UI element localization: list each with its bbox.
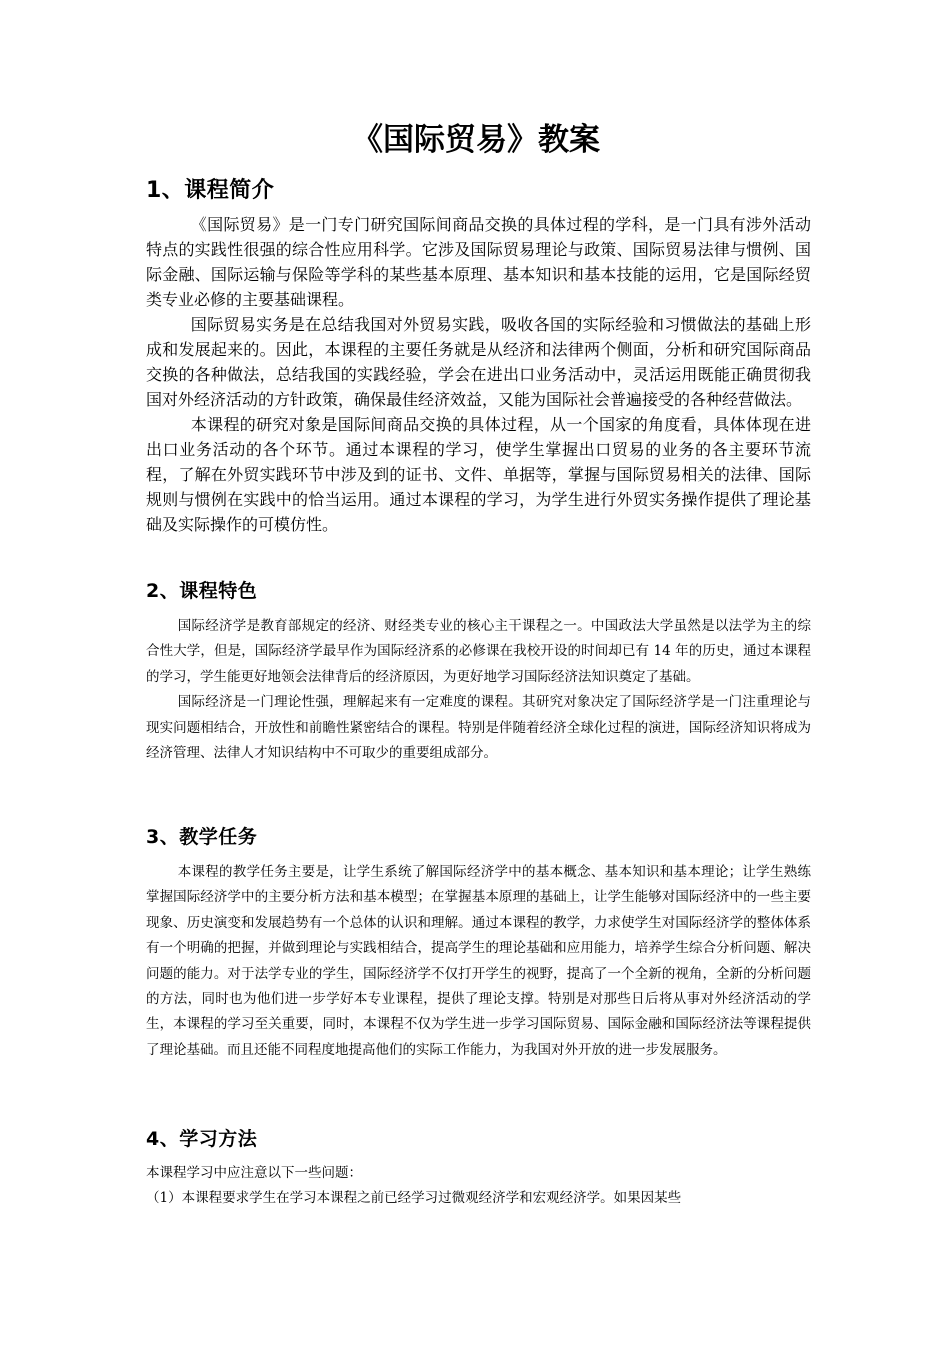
section-heading: 1、课程简介 — [146, 178, 275, 203]
paragraph: 本课程的教学任务主要是，让学生系统了解国际经济学中的基本概念、基本知识和基本理论；让学生熟练掌握国际经济学中的主要分析方法和基本模型；在掌握基本原理的基础上，让学生能够对国际经济中的一些主要现象、历史演变和发展趋势有一个总体的认识和理解。通过本课程的教学，力求使学生对国际经济学的整体体系有一个明确的把握，并做到理论与实践相结合，提高学生的理论基础和应用能力，培养学生综合分析问题、解决问题的能力。对于法学专业的学生，国际经济学不仅打开学生的视野，提高了一个全新的视角，全新的分析问题的方法，同时也为他们进一步学好本专业课程，提供了理论支撑。特别是对那些日后将从事对外经济活动的学生，本课程的学习至关重要，同时，本课程不仅为学生进一步学习国际贸易、国际金融和国际经济法等课程提供了理论基础。而且还能不同程度地提高他们的实际工作能力，为我国对外开放的进一步发展服务。 — [146, 864, 811, 1058]
section-heading: 4、学习方法 — [146, 1128, 258, 1150]
paragraph: 国际经济是一门理论性强，理解起来有一定难度的课程。其研究对象决定了国际经济学是一门注重理论与现实问题相结合，开放性和前瞻性紧密结合的课程。特别是伴随着经济全球化过程的演进，国际经济知识将成为经济管理、法律人才知识结构中不可取少的重要组成部分。 — [146, 694, 811, 762]
section-heading: 2、课程特色 — [146, 580, 258, 602]
section-study-methods — [146, 1124, 811, 1212]
paragraph: 《国际贸易》是一门专门研究国际间商品交换的具体过程的学科，是一门具有涉外活动特点的实践性很强的综合性应用科学。它涉及国际贸易理论与政策、国际贸易法律与惯例、国际金融、国际运输与保险等学科的某些基本原理、基本知识和基本技能的运用，它是国际经贸类专业必修的主要基础课程。 — [146, 215, 811, 309]
section-course-features — [146, 576, 811, 766]
paragraph: 本课程学习中应注意以下一些问题： — [146, 1165, 362, 1181]
paragraph: 本课程的研究对象是国际间商品交换的具体过程，从一个国家的角度看，具体体现在进出口业务活动的各个环节。通过本课程的学习，使学生掌握出口贸易的业务的各主要环节流程，了解在外贸实践环节中涉及到的证书、文件、单据等，掌握与国际贸易相关的法律、国际规则与惯例在实践中的恰当运用。通过本课程的学习，为学生进行外贸实务操作提供了理论基础及实际操作的可模仿性。 — [146, 415, 811, 534]
paragraph: （1）本课程要求学生在学习本课程之前已经学习过微观经济学和宏观经济学。如果因某些 — [146, 1190, 682, 1207]
document-title: 《国际贸易》教案 — [352, 122, 600, 158]
paragraph: 国际经济学是教育部规定的经济、财经类专业的核心主干课程之一。中国政法大学虽然是以法学为主的综合性大学，但是，国际经济学最早作为国际经济系的必修课在我校开设的时间却已有 14 年的历史，通过本课程的学习，学生能更好地领会法律背后的经济原因，为更好地学习国际经济法知识奠定了基础。 — [146, 618, 811, 685]
section-teaching-tasks — [146, 822, 811, 1063]
section-heading: 3、教学任务 — [146, 826, 258, 848]
paragraph: 国际贸易实务是在总结我国对外贸易实践，吸收各国的实际经验和习惯做法的基础上形成和发展起来的。因此，本课程的主要任务就是从经济和法律两个侧面，分析和研究国际商品交换的各种做法，总结我国的实践经验，学会在进出口业务活动中，灵活运用既能正确贯彻我国对外经济活动的方针政策，确保最佳经济效益，又能为国际社会普遍接受的各种经营做法。 — [146, 315, 811, 409]
section-course-intro — [146, 174, 811, 537]
